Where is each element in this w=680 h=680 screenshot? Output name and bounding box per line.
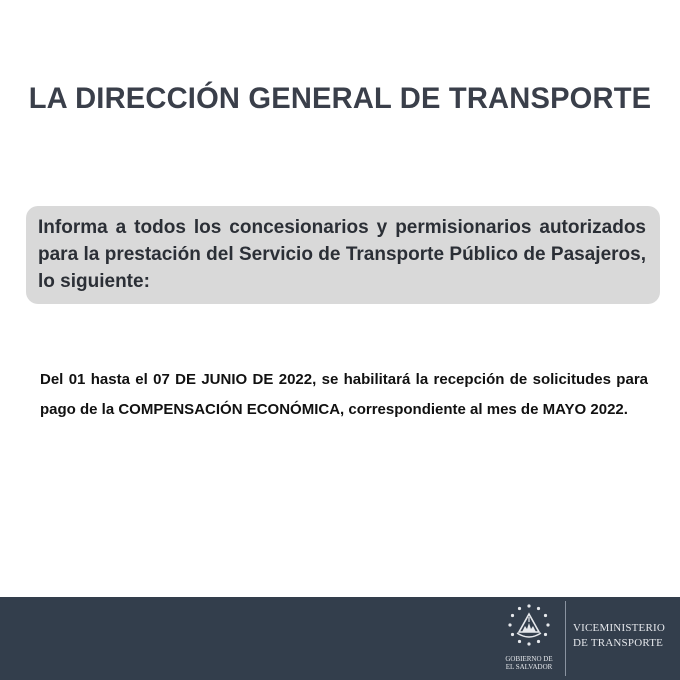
- gov-line-2: EL SALVADOR: [505, 663, 553, 671]
- notice-box: [26, 206, 660, 304]
- announcement-text: Del 01 hasta el 07 DE JUNIO DE 2022, se habilitará la recepción de solicitudes para pago de la COMPENSACIÓN ECONÓMICA, correspondiente al mes de MAYO 2022.: [40, 371, 648, 418]
- ministry-label: [573, 621, 665, 651]
- footer-divider: [565, 601, 566, 676]
- coat-of-arms-icon: [507, 603, 551, 647]
- ministry-line-2: DE TRANSPORTE: [573, 637, 664, 649]
- gov-line-1: GOBIERNO DE: [505, 655, 553, 663]
- ministry-line-1: VICEMINISTERIO: [573, 622, 666, 634]
- notice-text: Informa a todos los concesionarios y permisionarios autorizados para la prestación del Servicio de Transporte Público de Pasajeros, lo siguiente:: [38, 217, 646, 292]
- page-title: LA DIRECCIÓN GENERAL DE TRANSPORTE: [28, 82, 652, 115]
- government-logo: [497, 597, 561, 680]
- footer-bar: [0, 597, 680, 680]
